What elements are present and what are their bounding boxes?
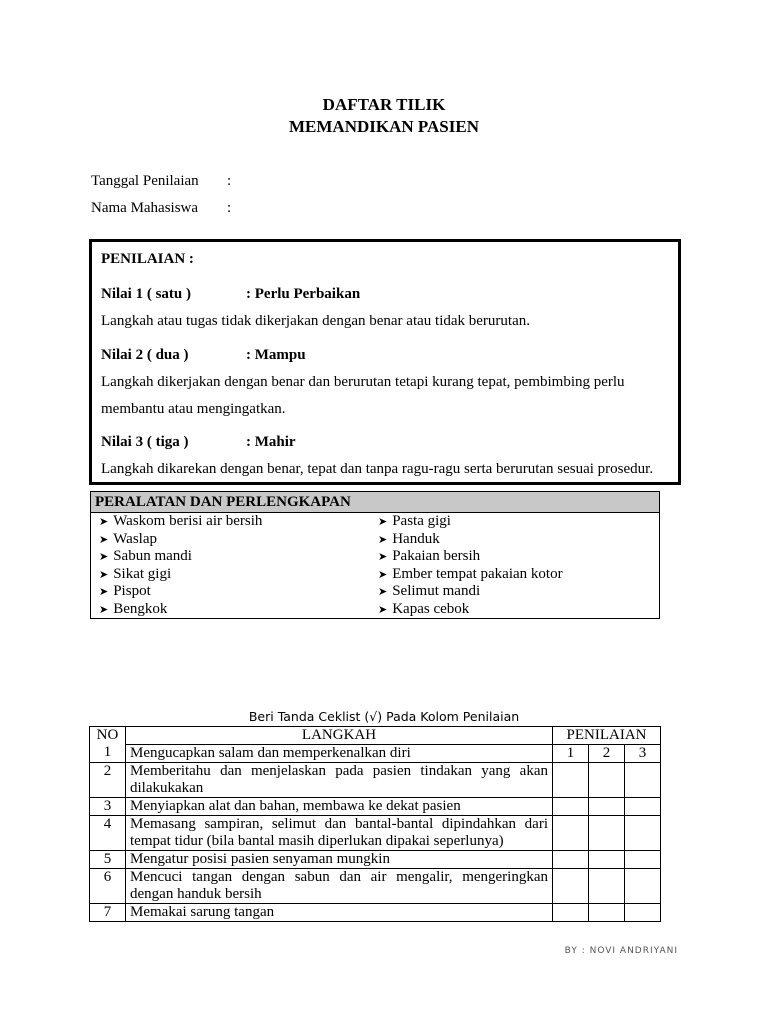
header-langkah: LANGKAH (126, 727, 553, 745)
step-text: Mengucapkan salam dan memperkenalkan diri (126, 745, 553, 763)
arrow-bullet-icon: ➤ (378, 567, 388, 581)
step-no: 5 (90, 851, 126, 869)
step-no: 6 (90, 869, 126, 904)
level-1-title (101, 285, 361, 303)
step-text: Memasang sampiran, selimut dan bantal-bantal dipindahkan dari tempat tidur (bila bantal masih diperlukan dipakai seperlunya) (126, 816, 553, 851)
score-cell[interactable] (553, 904, 589, 922)
level-1-name: Nilai 1 ( satu ) (101, 286, 191, 302)
table-row (90, 869, 661, 904)
field-nama (91, 199, 231, 217)
arrow-bullet-icon: ➤ (99, 567, 109, 581)
step-text: Mencuci tangan dengan sabun dan air mengalir, mengeringkan dengan handuk bersih (126, 869, 553, 904)
level-2-meaning: : Mampu (246, 347, 306, 363)
arrow-bullet-icon: ➤ (378, 602, 388, 616)
level-3-title (101, 433, 296, 451)
score-cell[interactable] (553, 798, 589, 816)
field-tanggal (91, 172, 231, 190)
doc-title: DAFTAR TILIK (322, 95, 446, 114)
table-row (90, 745, 661, 763)
arrow-bullet-icon: ➤ (99, 602, 109, 616)
equipment-list-left (99, 513, 262, 619)
field-tanggal-label: Tanggal Penilaian (91, 173, 199, 189)
score-cell[interactable] (589, 851, 625, 869)
score-col-label: 3 (625, 745, 661, 763)
equipment-box (90, 491, 660, 619)
equipment-list-right (378, 513, 563, 619)
equipment-item: ➤ Waslap (99, 530, 157, 547)
score-cell[interactable] (553, 763, 589, 798)
arrow-bullet-icon: ➤ (378, 515, 388, 528)
step-no: 1 (103, 744, 112, 760)
score-cell[interactable] (625, 763, 661, 798)
score-cell[interactable] (589, 798, 625, 816)
score-cell[interactable] (553, 869, 589, 904)
score-cell[interactable] (589, 816, 625, 851)
score-cell[interactable] (589, 869, 625, 904)
step-text: Memberitahu dan menjelaskan pada pasien tindakan yang akan dilakukakan (126, 763, 553, 798)
table-row (90, 904, 661, 922)
score-cell[interactable] (625, 851, 661, 869)
level-3-meaning: : Mahir (246, 434, 296, 450)
arrow-bullet-icon: ➤ (99, 515, 109, 528)
header-no-label: NO (96, 727, 119, 743)
arrow-bullet-icon: ➤ (378, 585, 388, 599)
equipment-item: ➤ Bengkok (99, 600, 168, 617)
level-2-desc-line1: Langkah dikerjakan dengan benar dan berurutan tetapi kurang tepat, pembimbing perlu (101, 374, 625, 390)
penilaian-heading: PENILAIAN : (101, 251, 194, 267)
penilaian-box (89, 239, 681, 485)
score-cell[interactable] (625, 816, 661, 851)
equipment-item: ➤ Waskom berisi air bersih (99, 513, 263, 529)
equipment-item: ➤ Handuk (378, 530, 440, 547)
field-tanggal-sep: : (227, 173, 232, 189)
table-row (90, 851, 661, 869)
arrow-bullet-icon: ➤ (378, 532, 388, 546)
level-3-name: Nilai 3 ( tiga ) (101, 434, 189, 450)
equipment-item: ➤ Pakaian bersih (378, 548, 481, 565)
level-2-name: Nilai 2 ( dua ) (101, 347, 189, 363)
score-cell[interactable] (625, 798, 661, 816)
equipment-item: ➤ Ember tempat pakaian kotor (378, 565, 563, 582)
step-text: Mengatur posisi pasien senyaman mungkin (126, 851, 553, 869)
steps-table (89, 726, 661, 922)
level-2-title (101, 346, 306, 364)
level-2-desc-line2: membantu atau mengingatkan. (101, 401, 286, 417)
arrow-bullet-icon: ➤ (99, 532, 109, 546)
step-text: Memakai sarung tangan (126, 904, 553, 922)
score-cell[interactable] (589, 904, 625, 922)
equipment-item: ➤ Sabun mandi (99, 548, 192, 565)
header-no (90, 727, 126, 763)
score-col-label: 2 (589, 745, 625, 763)
table-row (90, 798, 661, 816)
arrow-bullet-icon: ➤ (378, 550, 388, 564)
table-row (90, 816, 661, 851)
table-row (90, 763, 661, 798)
equipment-item: ➤ Pasta gigi (378, 513, 451, 529)
doc-subtitle: MEMANDIKAN PASIEN (289, 117, 479, 136)
score-cell[interactable] (553, 851, 589, 869)
equipment-item: ➤ Sikat gigi (99, 565, 172, 582)
arrow-bullet-icon: ➤ (99, 550, 109, 564)
step-no: 7 (90, 904, 126, 922)
equipment-item: ➤ Kapas cebok (378, 600, 470, 617)
score-cell[interactable] (625, 904, 661, 922)
step-no: 4 (90, 816, 126, 851)
field-nama-sep: : (227, 200, 232, 216)
equipment-heading: PERALATAN DAN PERLENGKAPAN (91, 492, 659, 513)
level-1-meaning: : Perlu Perbaikan (246, 286, 361, 302)
table-header-row (90, 727, 661, 745)
equipment-item: ➤ Selimut mandi (378, 583, 481, 600)
level-1-desc: Langkah atau tugas tidak dikerjakan dengan benar atau tidak berurutan. (101, 313, 530, 329)
score-cell[interactable] (553, 816, 589, 851)
step-text: Menyiapkan alat dan bahan, membawa ke dekat pasien (126, 798, 553, 816)
arrow-bullet-icon: ➤ (99, 585, 109, 599)
author-credit: BY : NOVI ANDRIYANI (564, 946, 678, 956)
score-col-label: 1 (553, 745, 589, 763)
equipment-item: ➤ Pispot (99, 583, 151, 600)
header-penilaian: PENILAIAN (553, 727, 661, 745)
table-caption: Beri Tanda Ceklist (√) Pada Kolom Penilaian (248, 709, 520, 724)
score-cell[interactable] (625, 869, 661, 904)
level-3-desc: Langkah dikarekan dengan benar, tepat dan tanpa ragu-ragu serta berurutan sesuai prosedur. (101, 461, 654, 477)
score-cell[interactable] (589, 763, 625, 798)
field-nama-label: Nama Mahasiswa (91, 200, 199, 216)
step-no: 3 (90, 798, 126, 816)
step-no: 2 (90, 763, 126, 798)
